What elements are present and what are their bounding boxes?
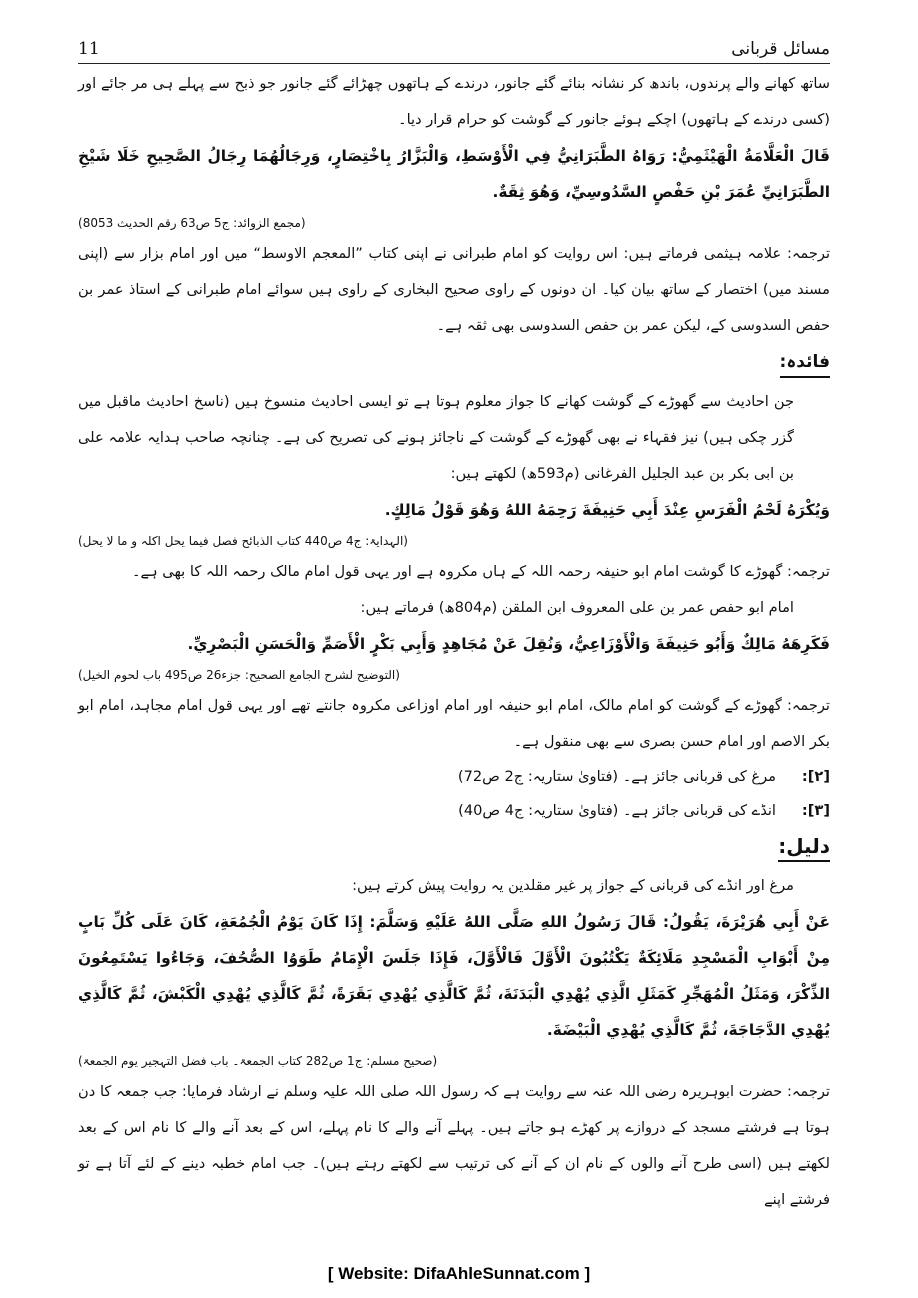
paragraph: ساتھ کھانے والے پرندوں، باندھ کر نشانہ بنائے گئے جانور، درندے کے ہاتھوں چھڑائے گئے جانور جو ذبح سے پہلے ہی مر جائے اور (کسی درندے کے ہاتھوں) اچکے ہوئے جانور کے گوشت کو حرام قرار دیا۔ <box>78 75 830 128</box>
arabic-quote: قَالَ الْعَلَّامَةُ الْهَيْثَمِيُّ: رَوَاهُ الطَّبَرَانِيُّ فِي الْأَوْسَطِ، وَالْبَزَّارُ بِاخْتِصَارٍ، وَرِجَالُهُمَا رِجَالُ الصَّحِيحِ خَلَا شَيْخِ الطَّبَرَانِيِّ عُمَرَ بْنِ حَفْصٍ السَّدُوسِيِّ، وَهُوَ ثِقَةٌ. <box>78 147 830 201</box>
item-text: انڈے کی قربانی جائز ہے۔ (فتاویٰ ستاریہ: ج4 ص40) <box>458 802 776 819</box>
numbered-item-3 <box>78 794 830 828</box>
item-number: [۳]: <box>801 802 830 819</box>
translation-paragraph: ترجمہ: گھوڑے کے گوشت کو امام مالک، امام ابو حنیفہ اور امام اوزاعی مکروہ جانتے تھے اور یہی قول امام مجاہد، امام ابو بکر الاصم اور امام حسن بصری سے بھی منقول ہے۔ <box>78 697 830 750</box>
arabic-hadith: عَنْ أَبِي هُرَيْرَةَ، يَقُولُ: قَالَ رَسُولُ اللهِ صَلَّى اللهُ عَلَيْهِ وَسَلَّمَ: إِذَا كَانَ يَوْمُ الْجُمُعَةِ، كَانَ عَلَى كُلِّ بَابٍ مِنْ أَبْوَابِ الْمَسْجِدِ مَلَائِكَةٌ يَكْتُبُونَ الْأَوَّلَ فَالْأَوَّلَ، فَإِذَا جَلَسَ الْإِمَامُ طَوَوُا الصُّحُفَ، وَجَاءُوا يَسْتَمِعُونَ الذِّكْرَ، وَمَثَلُ الْمُهَجِّرِ كَمَثَلِ الَّذِي يُهْدِي الْبَدَنَةَ، ثُمَّ كَالَّذِي يُهْدِي بَقَرَةً، ثُمَّ كَالَّذِي يُهْدِي الْكَبْشَ، ثُمَّ كَالَّذِي يُهْدِي الدَّجَاجَةَ، ثُمَّ كَالَّذِي يُهْدِي الْبَيْضَةَ. <box>78 913 830 1039</box>
paragraph: مرغ اور انڈے کی قربانی کے جواز پر غیر مقلدین یہ روایت پیش کرتے ہیں: <box>352 877 794 894</box>
translation-paragraph: ترجمہ: حضرت ابوہریرہ رضی اللہ عنہ سے روایت ہے کہ رسول اللہ صلی اللہ علیہ وسلم نے ارشاد فرمایا: جب جمعہ کا دن ہوتا ہے فرشتے مسجد کے دروازے پر کھڑے ہو جاتے ہیں۔ پہلے آنے والے کا نام پہلے، اس کے بعد آنے والے کا نام اس کے بعد لکھتے ہیں (اسی طرح آنے والوں کے نام ان کے آنے کی ترتیب سے لکھتے رہتے ہیں)۔ جب امام خطبہ دینے کے لئے آتا ہے تو فرشتے اپنے <box>78 1083 830 1208</box>
translation-paragraph: ترجمہ: گھوڑے کا گوشت امام ابو حنیفہ رحمہ اللہ کے ہاں مکروہ ہے اور یہی قول امام مالک رحمہ اللہ کا بھی ہے۔ <box>131 563 830 580</box>
source-reference: (الہدایۃ: ج4 ص440 کتاب الذبائح فصل فیما یحل اکلہ و ما لا یحل) <box>78 534 408 548</box>
page-number: 11 <box>78 39 100 59</box>
source-reference: (التوضیح لشرح الجامع الصحیح: جزء26 ص495 باب لحوم الخیل) <box>78 668 400 682</box>
item-text: مرغ کی قربانی جائز ہے۔ (فتاویٰ ستاریہ: ج2 ص72) <box>457 768 776 785</box>
running-title: مسائل قربانی <box>731 39 830 59</box>
arabic-quote: وَيُكْرَهُ لَحْمُ الْفَرَسِ عِنْدَ أَبِي حَنِيفَةَ رَحِمَهُ اللهُ وَهُوَ قَوْلُ مَالِكٍ. <box>384 501 830 519</box>
numbered-item-2 <box>78 760 830 794</box>
paragraph: جن احادیث سے گھوڑے کے گوشت کھانے کا جواز معلوم ہوتا ہے تو ایسی احادیث منسوخ ہیں (ناسخ احادیث ماقبل میں گزر چکی ہیں) نیز فقہاء نے بھی گھوڑے کے گوشت کے ناجائز ہونے کی تصریح کی ہے۔ چنانچہ صاحب ہدایہ علامہ علی بن ابی بکر بن عبد الجلیل الفرغانی (م593ھ) لکھتے ہیں: <box>78 393 794 482</box>
section-heading-faida: فائدہ: <box>780 348 830 378</box>
source-reference: (صحیح مسلم: ج1 ص282 کتاب الجمعۃ۔ باب فضل التہجیر یوم الجمعۃ) <box>78 1054 438 1068</box>
translation-paragraph: ترجمہ: علامہ ہیثمی فرماتے ہیں: اس روایت کو امام طبرانی نے اپنی کتاب ”المعجم الاوسط“ میں اور امام بزار سے (اپنی مسند میں) اختصار کے ساتھ بیان کیا۔ ان دونوں کے راوی صحیح البخاری کے راوی ہیں سوائے امام طبرانی کے استاذ عمر بن حفص السدوسی کے، لیکن عمر بن حفص السدوسی بھی ثقہ ہے۔ <box>78 245 830 334</box>
arabic-quote: فَكَرِهَهُ مَالِكٌ وَأَبُو حَنِيفَةَ وَالْأَوْزَاعِيُّ، وَنُقِلَ عَنْ مُجَاهِدٍ وَأَبِي بَكْرٍ الْأَصَمِّ وَالْحَسَنِ الْبَصْرِيِّ. <box>187 635 830 653</box>
item-number: [۲]: <box>801 768 830 785</box>
page-body <box>78 66 830 1218</box>
page-header <box>78 28 830 64</box>
source-reference: (مجمع الزوائد: ج5 ص63 رقم الحدیث 8053) <box>78 216 306 230</box>
website-footer: [ Website: DifaAhleSunnat.com ] <box>327 1264 591 1283</box>
section-heading-dalil: دلیل: <box>778 832 830 862</box>
paragraph: امام ابو حفص عمر بن علی المعروف ابن الملقن (م804ھ) فرماتے ہیں: <box>360 599 794 616</box>
